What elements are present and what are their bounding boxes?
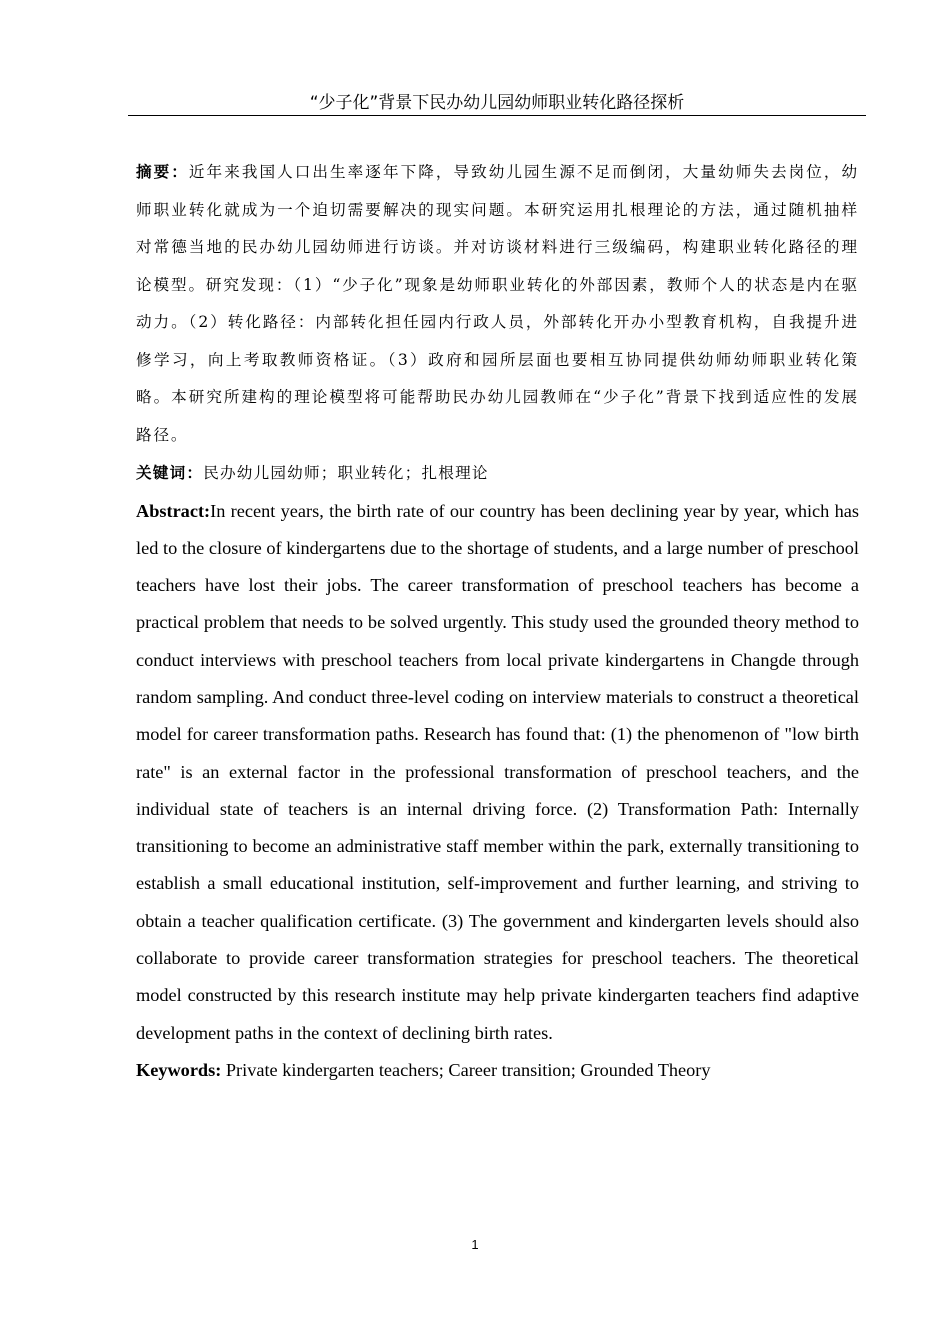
page-number: 1: [471, 1237, 479, 1252]
abstract-en: [136, 493, 859, 1052]
keywords-en: [136, 1052, 859, 1089]
keywords-en-label: Keywords:: [136, 1059, 222, 1080]
abstract-cn-label: 摘要：: [136, 162, 189, 181]
keywords-cn: [136, 454, 859, 493]
keywords-cn-label: 关键词：: [136, 463, 204, 482]
running-header: “少子化”背景下民办幼儿园幼师职业转化路径探析: [309, 93, 685, 113]
abstract-en-label: Abstract:: [136, 500, 211, 521]
abstract-cn: [136, 153, 859, 454]
keywords-en-text: Private kindergarten teachers; Career transition; Grounded Theory: [221, 1059, 711, 1080]
abstract-cn-text: 近年来我国人口出生率逐年下降，导致幼儿园生源不足而倒闭，大量幼师失去岗位，幼师职业转化就成为一个迫切需要解决的现实问题。本研究运用扎根理论的方法，通过随机抽样对常德当地的民办幼儿园幼师进行访谈。并对访谈材料进行三级编码，构建职业转化路径的理论模型。研究发现：（1）“少子化”现象是幼师职业转化的外部因素，教师个人的状态是内在驱动力。（2）转化路径：内部转化担任园内行政人员，外部转化开办小型教育机构，自我提升进修学习，向上考取教师资格证。（3）政府和园所层面也要相互协同提供幼师幼师职业转化策略。本研究所建构的理论模型将可能帮助民办幼儿园教师在“少子化”背景下找到适应性的发展路径。: [136, 163, 859, 444]
keywords-cn-text: 民办幼儿园幼师；职业转化；扎根理论: [203, 464, 489, 482]
abstract-en-text: In recent years, the birth rate of our country has been declining year by year, which has led to the closure of kindergartens due to the shortage of students, and a large number of preschool teachers have lost their jobs. The career transformation of preschool teachers has become a practical problem that needs to be solved urgently. This study used the grounded theory method to conduct interviews with preschool teachers from local private kindergartens in Changde through random sampling. And conduct three-level coding on interview materials to construct a theoretical model for career transformation paths. Research has found that: (1) the phenomenon of "low birth rate" is an external factor in the professional transformation of preschool teachers, and the individual state of teachers is an internal driving force. (2) Transformation Path: Internally transitioning to become an administrative staff member within the park, externally transitioning to establish a small educational institution, self-improvement and further learning, and striving to obtain a teacher qualification certificate. (3) The government and kindergarten levels should also collaborate to provide career transformation strategies for preschool teachers. The theoretical model constructed by this research institute may help private kindergarten teachers find adaptive development paths in the context of declining birth rates.: [136, 500, 859, 1043]
page-content: [136, 153, 859, 1089]
header-rule: [128, 115, 866, 116]
